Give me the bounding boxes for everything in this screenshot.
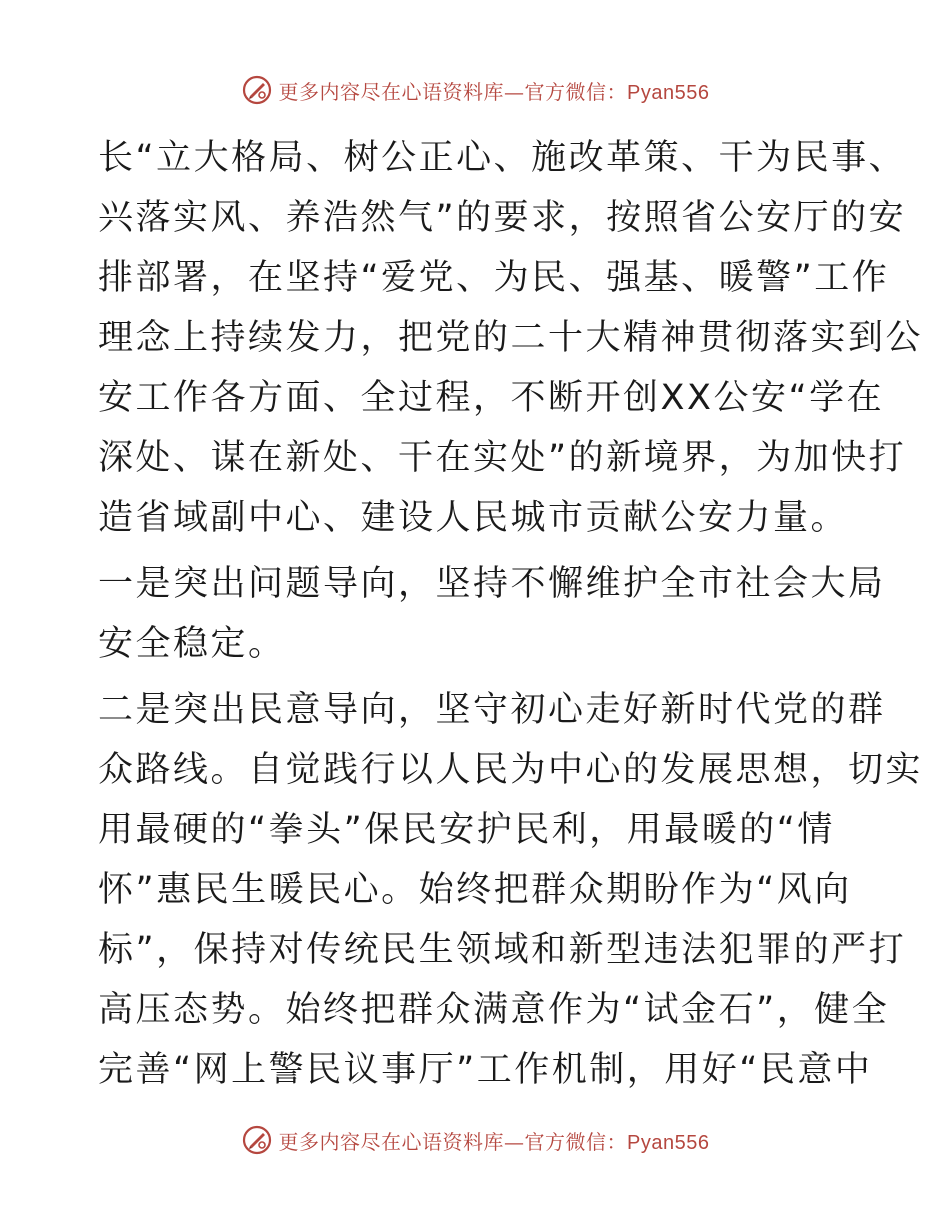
header-banner	[0, 70, 950, 110]
paragraph-3	[98, 680, 924, 1100]
text-line: 兴落实风、养浩然气”的要求，按照省公安厅的安	[98, 198, 907, 238]
text-line: 高压态势。始终把群众满意作为“试金石”，健全	[98, 990, 890, 1030]
banner-slogan: 更多内容尽在心语资料库—官方微信：	[278, 79, 628, 104]
footer-banner	[0, 1120, 950, 1160]
text-line: 安工作各方面、全过程，不断开创XX公安“学在	[98, 378, 885, 418]
pen-logo-icon	[241, 74, 273, 106]
text-line: 长“立大格局、树公正心、施改革策、干为民事、	[98, 138, 907, 178]
text-line: 理念上持续发力，把党的二十大精神贯彻落实到公	[98, 318, 924, 358]
paragraph-2	[98, 554, 886, 674]
text-line: 怀”惠民生暖民心。始终把群众期盼作为“风向	[98, 870, 852, 910]
text-line: 标”，保持对传统民生领域和新型违法犯罪的严打	[98, 930, 907, 970]
text-line: 众路线。自觉践行以人民为中心的发展思想，切实	[98, 750, 924, 790]
paragraph-1	[98, 128, 924, 548]
text-line: 一是突出问题导向，坚持不懈维护全市社会大局	[98, 564, 886, 604]
banner-handle: Pyan556	[627, 1131, 710, 1154]
text-line: 排部署，在坚持“爱党、为民、强基、暖警”工作	[98, 258, 890, 298]
text-line: 用最硬的“拳头”保民安护民利，用最暖的“情	[98, 810, 835, 850]
pen-logo-icon	[241, 1124, 273, 1156]
banner-slogan: 更多内容尽在心语资料库—官方微信：	[278, 1129, 628, 1154]
text-line: 安全稳定。	[98, 624, 286, 664]
banner-text	[279, 76, 710, 105]
banner-handle: Pyan556	[627, 81, 710, 104]
text-line: 深处、谋在新处、干在实处”的新境界，为加快打	[98, 438, 907, 478]
text-line: 二是突出民意导向，坚守初心走好新时代党的群	[98, 690, 886, 730]
text-line: 造省域副中心、建设人民城市贡献公安力量。	[98, 498, 849, 538]
text-line: 完善“网上警民议事厅”工作机制，用好“民意中	[98, 1050, 873, 1090]
document-body	[98, 128, 924, 1100]
banner-text	[279, 1126, 710, 1155]
